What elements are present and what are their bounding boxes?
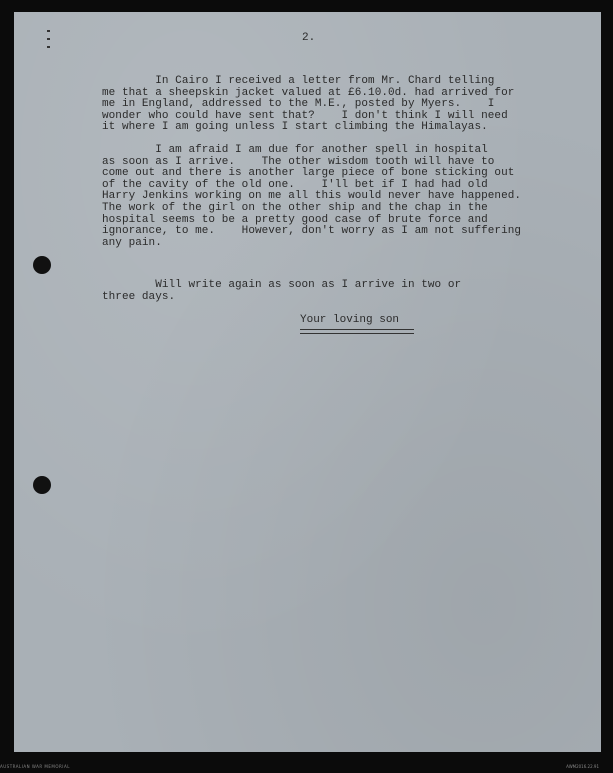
punch-hole-top [33, 256, 51, 274]
page-number: 2. [302, 32, 316, 44]
footer-archive-label: AUSTRALIAN WAR MEMORIAL [0, 764, 70, 769]
paragraph-3: Will write again as soon as I arrive in two or three days. [102, 279, 462, 303]
paragraph-1: In Cairo I received a letter from Mr. Chard telling me that a sheepskin jacket valued at £6.10.0d. had arrived for me in England, addressed to the M.E., posted by Myers. I wonder who could have sent that? I don't think I will need it where I am going unless I start climbing the Himalayas. [102, 75, 515, 134]
footer-catalog-id: AWM2016.22.91 [566, 764, 599, 769]
signoff-double-underline [300, 329, 414, 334]
punch-hole-bottom [33, 476, 51, 494]
paragraph-2: I am afraid I am due for another spell in hospital as soon as I arrive. The other wisdom tooth will have to come out and there is another large piece of bone sticking out of the cavity of the old one. I'll bet if I had had old Harry Jenkins working on me all this would never have happened. The work of the girl on the other ship and the chap in the hospital seems to be a pretty good case of brute force and ignorance, to me. However, don't worry as I am not suffering any pain. [102, 144, 522, 249]
closing-signoff: Your loving son [300, 314, 400, 326]
letter-page [14, 12, 601, 752]
ink-specks [46, 26, 52, 62]
